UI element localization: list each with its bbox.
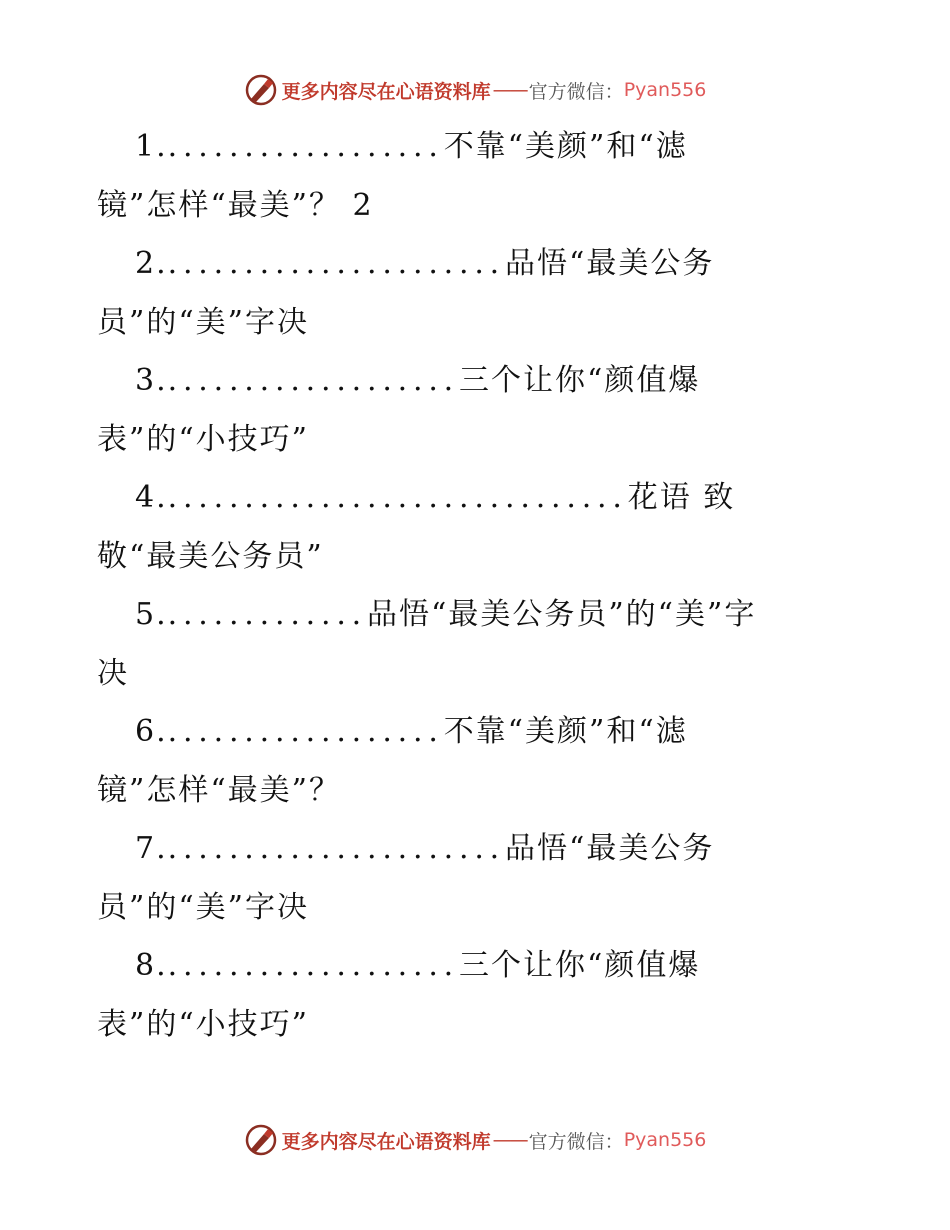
toc-title-continued: 表”的“小技巧” <box>97 1006 310 1042</box>
pen-nib-logo-icon <box>244 73 278 107</box>
banner-dash: —— <box>492 1129 527 1151</box>
toc-entry[interactable] <box>97 352 857 469</box>
toc-number: 2. <box>135 246 168 281</box>
toc-title-continued: 表”的“小技巧” <box>97 421 310 457</box>
toc-leader-dots: ................... <box>167 948 460 983</box>
toc-entry[interactable] <box>97 820 857 937</box>
toc-leader-dots: .................. <box>167 129 444 164</box>
toc-title: 花语 致 <box>627 480 736 515</box>
pen-nib-logo-icon <box>244 1123 278 1157</box>
toc-number: 1. <box>135 129 168 164</box>
toc-title-continued: 决 <box>97 655 129 691</box>
toc-number: 5. <box>135 597 168 632</box>
toc-title: 不靠“美颜”和“滤 <box>443 129 688 164</box>
banner-wechat-label: 官方微信： <box>528 1130 624 1153</box>
toc-title-continued: 镜”怎样“最美”？ 2 <box>97 187 374 223</box>
toc-title: 不靠“美颜”和“滤 <box>443 714 688 749</box>
toc-number: 4. <box>135 480 168 515</box>
footer-banner <box>0 1120 950 1160</box>
toc-leader-dots: .............................. <box>167 480 628 515</box>
toc-title: 三个让你“颜值爆 <box>459 363 701 398</box>
toc-number: 7. <box>135 831 168 866</box>
toc-title: 品悟“最美公务员”的“美”字 <box>367 597 757 632</box>
toc-leader-dots: ...................... <box>167 831 506 866</box>
banner-site-text: 更多内容尽在心语资料库 <box>281 80 491 103</box>
toc-title-continued: 敬“最美公务员” <box>97 538 324 574</box>
toc-entry[interactable] <box>97 586 857 703</box>
toc-title-continued: 镜”怎样“最美”？ <box>97 772 342 808</box>
banner-site-text: 更多内容尽在心语资料库 <box>281 1130 491 1153</box>
toc-title-continued: 员”的“美”字决 <box>97 304 310 340</box>
header-banner <box>0 70 950 110</box>
toc-number: 8. <box>135 948 168 983</box>
banner-dash: —— <box>492 79 527 101</box>
toc-entry[interactable] <box>97 703 857 820</box>
toc-leader-dots: ................... <box>167 363 460 398</box>
toc-entry[interactable] <box>97 235 857 352</box>
banner-wechat-label: 官方微信： <box>528 80 624 103</box>
banner-wechat-id: Pyan556 <box>623 79 707 101</box>
banner-wechat-id: Pyan556 <box>623 1129 707 1151</box>
toc-leader-dots: ............. <box>167 597 367 632</box>
toc-title: 三个让你“颜值爆 <box>459 948 701 983</box>
toc-number: 3. <box>135 363 168 398</box>
table-of-contents <box>97 118 857 1054</box>
toc-title: 品悟“最美公务 <box>505 246 715 281</box>
toc-leader-dots: .................. <box>167 714 444 749</box>
toc-entry[interactable] <box>97 937 857 1054</box>
toc-leader-dots: ...................... <box>167 246 506 281</box>
toc-title: 品悟“最美公务 <box>505 831 715 866</box>
toc-entry[interactable] <box>97 118 857 235</box>
toc-title-continued: 员”的“美”字决 <box>97 889 310 925</box>
toc-entry[interactable] <box>97 469 857 586</box>
toc-number: 6. <box>135 714 168 749</box>
